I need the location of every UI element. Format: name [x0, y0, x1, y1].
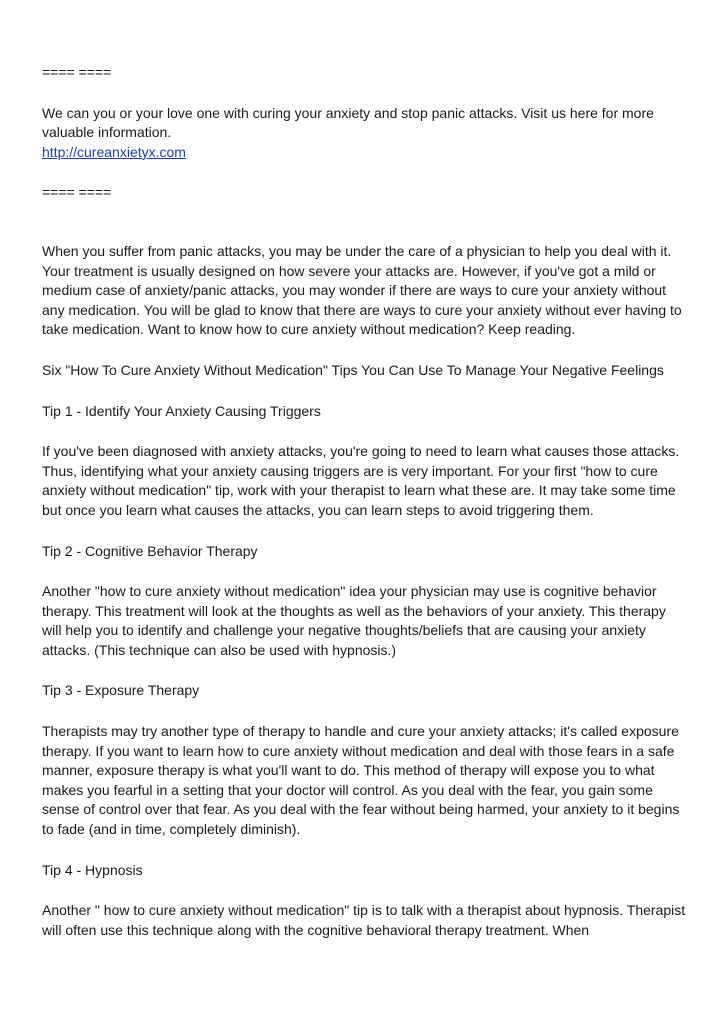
tip-body: Therapists may try another type of therapy to handle and cure your anxiety attacks; it's called exposure therapy. If you want to learn how to cure anxiety without medication and deal with those fears in a safe manner, exposure therapy is what you'll want to do. This method of therapy will expose you to what makes you fearful in a setting that your doctor will control. As you deal with the fear, you gain some sense of control over that fear. As you deal with the fear without being harmed, your anxiety to it begins to fade (and in time, completely diminish).	[42, 723, 680, 838]
website-link[interactable]: http://cureanxietyx.com	[42, 143, 186, 160]
tip-body: Another "how to cure anxiety without medication" idea your physician may use is cognitive behavior therapy. This treatment will look at the thoughts as well as the behaviors of your anxiety. This therapy will help you to identify and challenge your negative thoughts/beliefs that are causing your anxiety attacks. (This technique can also be used with hypnosis.)	[42, 583, 666, 658]
article-title: Six "How To Cure Anxiety Without Medication" Tips You Can Use To Manage Your Negative Feelings	[42, 361, 664, 378]
tip-heading: Tip 4 - Hypnosis	[42, 861, 143, 878]
tip-body: Another " how to cure anxiety without medication" tip is to talk with a therapist about hypnosis. Therapist will often use this technique along with the cognitive behavioral therapy treatment. When	[42, 902, 686, 938]
intro-paragraph: When you suffer from panic attacks, you may be under the care of a physician to help you deal with it. Your treatment is usually designed on how severe your attacks are. However, if you've got a mild or medium case of anxiety/panic attacks, you may wonder if there are ways to cure your anxiety without any medication. You will be glad to know that there are ways to cure your anxiety without ever having to take medication. Want to know how to cure anxiety without medication? Keep reading.	[42, 242, 682, 338]
separator-top: ==== ====	[42, 64, 112, 80]
tip-heading: Tip 3 - Exposure Therapy	[42, 682, 200, 699]
tip-body: If you've been diagnosed with anxiety attacks, you're going to need to learn what causes those attacks. Thus, identifying what your anxiety causing triggers are is very important. For your first "how to cure anxiety without medication" tip, work with your therapist to learn what these are. It may take some time but once you learn what causes the attacks, you can learn steps to avoid triggering them.	[42, 443, 680, 518]
tip-heading: Tip 2 - Cognitive Behavior Therapy	[42, 542, 258, 559]
tip-heading: Tip 1 - Identify Your Anxiety Causing Triggers	[42, 402, 321, 419]
separator-bottom: ==== ====	[42, 184, 112, 201]
promo-text: We can you or your love one with curing your anxiety and stop panic attacks. Visit us here for more valuable information.	[42, 104, 654, 141]
